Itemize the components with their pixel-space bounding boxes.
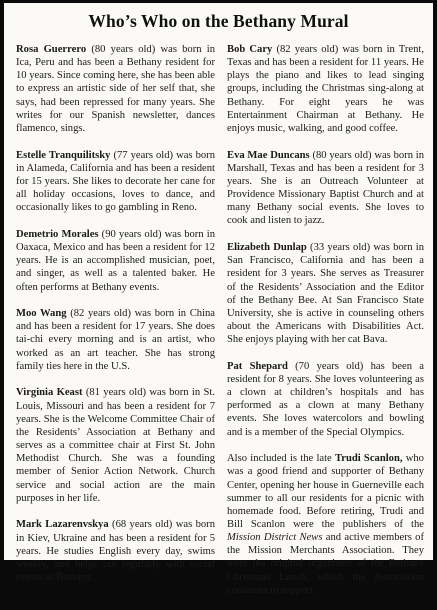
bio-text: (33 years old) was born in San Francisco, California and has been a resident for 3 years. She serves as Treasurer of the Residents’ Association and the Editor of the Bethany Bee. At San Francisco State University, she is active in counseling others about the Americans with Disabilities Act. She enjoys playing with her cat Bava.	[227, 242, 425, 346]
bio-name: Demetrio Morales	[16, 228, 99, 240]
bio-name: Bob Cary	[227, 44, 273, 55]
bio-name: Estelle Tranquilitsky	[16, 149, 111, 161]
bio-name: Eva Mae Duncans	[227, 149, 310, 161]
bio-name: Virginia Keast	[16, 387, 83, 399]
bio-entry-elizabeth-dunlap	[227, 241, 424, 346]
bio-text: (80 years old) was born in Marshall, Texas and has been a resident for 3 years. She is an Outreach Volunteer at Providence Missionary Baptist Church and at many Bethany social events. She loves to cook and listen to jazz.	[227, 149, 425, 227]
bio-entry-eva-mae-duncans	[227, 149, 424, 228]
bio-text: (82 years old) was born in Trent, Texas and has been a resident for 11 years. He plays the piano and likes to lead singing groups, including the Christmas sing-along at Bethany. For eight years he was Entertainment Chairman at Bethany. He enjoys music, walking, and good coffee.	[227, 44, 424, 134]
bio-name: Rosa Guerrero	[16, 44, 87, 55]
closing-lead: Also included is the late	[227, 453, 335, 465]
closing-name: Trudi Scanlon,	[334, 453, 403, 465]
bio-entry-pat-shepard	[227, 360, 424, 439]
closing-text-part2: and active members of the Mission Merchants Association. They were the original organizers of the Bethany Christmas Lunch, which the Association continues to support.	[227, 532, 424, 596]
bio-name: Moo Wang	[16, 308, 67, 320]
bio-text: (90 years old) was born in Oaxaca, Mexico and has been a resident for 12 years. He is an accomplished musician, poet, and singer, as well as a talented baker. He often performs at Bethany events.	[16, 228, 216, 293]
mural-document-page	[4, 3, 433, 596]
closing-text-part1: who was a good friend and supporter of Bethany Center, opening her house in Guerneville each summer to all our residents for a picnic with homemade food. Before retiring, Trudi and Bill Scanlon were the publishers of the	[227, 453, 424, 530]
bio-entry-rosa-guerrero	[16, 43, 215, 135]
closing-paragraph	[227, 452, 424, 597]
bio-text: (81 years old) was born in St. Louis, Missouri and has been a resident for 7 years. She is the Welcome Committee Chair of the Residents’ Association at Bethany and serves as a committee chair at First St. John Methodist Church. She was a founding member of Senior Action Network. Church service and social action are the main purposes in her life.	[16, 387, 215, 504]
left-column	[16, 43, 215, 598]
bio-entry-demetrio-morales	[16, 228, 215, 294]
bio-name: Mark Lazarenvskya	[16, 519, 109, 531]
bio-text: (70 years old) has been a resident for 8 years. She loves volunteering as a clown at children’s hospitals and has performed as a clown at many Bethany events. She loves watercolors and bowling and is a member of the Special Olympics.	[227, 360, 424, 438]
bio-entry-virginia-keast	[16, 386, 215, 504]
bio-name: Elizabeth Dunlap	[227, 242, 307, 254]
bio-name: Pat Shepard	[227, 360, 288, 372]
bio-text: (68 years old) was born in Kiev, Ukraine and has been a resident for 5 years. He studies English every day, swims weekly, and helps out regularly with social events at Bethany.	[16, 519, 215, 583]
bio-entry-bob-cary	[227, 43, 424, 135]
bio-entry-moo-wang	[16, 307, 215, 373]
right-column	[227, 43, 424, 610]
bio-entry-estelle-tranquilitsky	[16, 149, 215, 215]
page-title: Who’s Who on the Bethany Mural	[88, 11, 349, 31]
bio-entry-mark-lazarenvskya	[16, 518, 215, 584]
publication-title: Mission District News	[227, 532, 323, 544]
bio-text: (80 years old) was born in Ica, Peru and has been a Bethany resident for 10 years. Since coming here, she has been able to express an artistic side of her self that, she says, had been repressed for many years. She writes for our Spanish newsletter, dances flamenco, sings.	[16, 44, 215, 134]
bio-text: (82 years old) was born in China and has been a resident for 17 years. She does tai-chi every morning and is an artist, who worked as an art teacher. She has strong family ties here in the U.S.	[16, 308, 216, 372]
bio-text: (77 years old) was born in Alameda, California and has been a resident for 15 years. She likes to decorate her cane for all holiday occasions, loves to dance, and occasionally likes to go gambling in Reno.	[16, 149, 215, 214]
